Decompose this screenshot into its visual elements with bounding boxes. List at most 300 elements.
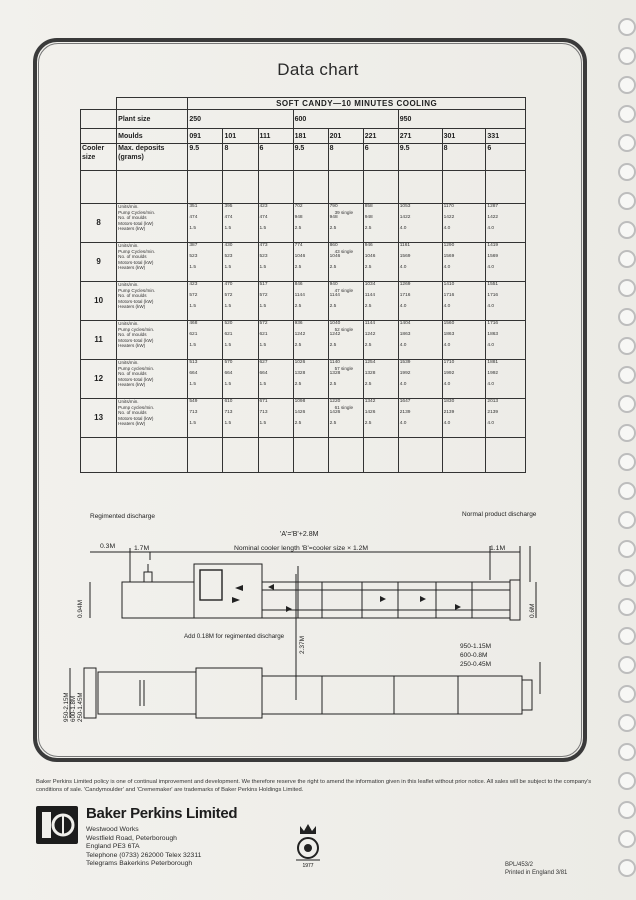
row-label: Units/min.	[118, 282, 139, 287]
cell-value: 387	[189, 243, 198, 248]
dim-left-b: 1.7M	[134, 545, 150, 552]
cell-value: 1716	[443, 293, 455, 299]
cell-value: 2.5	[294, 265, 302, 271]
end-row	[81, 438, 526, 473]
value-cell	[363, 243, 398, 282]
cell-value: 1098	[294, 399, 306, 404]
value-cell	[486, 243, 526, 282]
binder-ring-icon	[618, 685, 636, 703]
value-cell	[442, 321, 486, 360]
blank-cell	[363, 171, 398, 204]
binder-ring-icon	[618, 540, 636, 558]
value-cell	[486, 282, 526, 321]
cell-value: 1.5	[189, 343, 197, 349]
cell-value: 1419	[487, 243, 499, 248]
blank-cell	[328, 438, 363, 473]
value-cell	[293, 399, 328, 438]
cooler-size-label: Cooler size	[81, 144, 117, 171]
pump-cycles-value: 61 single	[334, 405, 354, 410]
value-cell	[258, 204, 293, 243]
cell-value: 2139	[443, 410, 455, 416]
value-cell	[293, 282, 328, 321]
cell-value: 702	[294, 204, 303, 209]
cell-value: 1046	[294, 254, 306, 260]
cell-value: 610	[224, 399, 233, 404]
cell-value: 473	[259, 243, 268, 248]
cell-value: 664	[189, 371, 198, 377]
cell-value: 1242	[364, 332, 376, 338]
cell-value: 940	[329, 282, 338, 287]
address-line: Westwood Works	[86, 826, 139, 833]
plant-size-950: 950	[398, 110, 525, 129]
row-labels	[117, 243, 188, 282]
binder-ring-icon	[618, 308, 636, 326]
value-cell	[328, 360, 363, 399]
cell-value: 1992	[399, 371, 411, 377]
table-main-header-row	[81, 98, 526, 110]
cell-value: 523	[189, 254, 198, 260]
cell-value: 572	[224, 293, 233, 299]
cell-value: 1.5	[189, 265, 197, 271]
cell-value: 1992	[443, 371, 455, 377]
page-title: Data chart	[277, 60, 359, 79]
cell-value: 1.5	[259, 421, 267, 427]
cooler-size-value: 11	[81, 321, 117, 360]
cell-value: 1046	[364, 254, 376, 260]
binder-ring-icon	[618, 250, 636, 268]
add-note: Add 0.18M for regimented discharge	[184, 633, 285, 640]
value-cell	[188, 360, 223, 399]
cell-value: 1287	[487, 204, 499, 209]
value-cell	[486, 399, 526, 438]
value-cell	[398, 204, 442, 243]
cell-value: 948	[364, 215, 373, 221]
cell-value: 1269	[399, 282, 411, 287]
blank-cell	[363, 438, 398, 473]
blank-cell	[81, 438, 117, 473]
mould-181: 181	[293, 129, 328, 144]
mould-271: 271	[398, 129, 442, 144]
cell-value: 858	[364, 204, 373, 209]
cell-value: 1328	[329, 371, 341, 377]
cell-value: 468	[189, 321, 198, 326]
depositor-box	[122, 582, 194, 618]
pump-cycles-value: 43 single	[334, 249, 354, 254]
cell-value: 4.0	[443, 421, 451, 427]
cell-value: 1422	[487, 215, 499, 221]
cell-value: 549	[189, 399, 198, 404]
cell-value: 1242	[329, 332, 341, 338]
right-width-950: 950-1.15M	[460, 643, 492, 650]
cell-value: 1863	[487, 332, 499, 338]
binder-ring-icon	[618, 424, 636, 442]
overall-length-label: 'A'='B'+2.8M	[280, 531, 319, 538]
cell-value: 1.5	[189, 226, 197, 232]
cell-value: 1144	[364, 293, 376, 299]
value-cell	[188, 243, 223, 282]
row-label: Motors-total (kW)	[118, 337, 154, 343]
cell-value: 1426	[364, 410, 376, 416]
cell-value: 423	[189, 282, 198, 287]
value-cell	[328, 321, 363, 360]
printed-info: Printed in England 3/81	[505, 869, 568, 876]
value-cell	[188, 282, 223, 321]
cell-value: 4.0	[443, 226, 451, 232]
row-label: Pump cycles/min.	[118, 404, 155, 410]
row-label: Motors-total (kW)	[118, 376, 154, 382]
cell-value: 1.5	[259, 304, 267, 310]
cell-value: 2.5	[294, 304, 302, 310]
cell-value: 627	[259, 360, 268, 365]
cooler-size-value: 9	[81, 243, 117, 282]
mould-091: 091	[188, 129, 223, 144]
plant-size-label: Plant size	[117, 110, 188, 129]
row-label: Heaters (kW)	[118, 304, 146, 310]
table-main-header: SOFT CANDY—10 MINUTES COOLING	[188, 98, 526, 110]
cell-value: 1830	[443, 399, 455, 404]
ref-number: BPL/453/2	[505, 862, 534, 868]
cell-value: 395	[224, 204, 233, 209]
max-deposit-value: 9.5	[398, 144, 442, 171]
cell-value: 2.5	[364, 265, 372, 271]
cell-value: 1410	[443, 282, 455, 287]
pump-cycles-value: 52 single	[334, 327, 354, 332]
cell-value: 1647	[399, 399, 411, 404]
cell-value: 1.5	[259, 343, 267, 349]
row-label: No. of moulds	[118, 371, 147, 377]
value-cell	[328, 204, 363, 243]
row-label: Heaters (kW)	[118, 265, 146, 271]
blank-cell	[442, 438, 486, 473]
value-cell	[398, 360, 442, 399]
cell-value: 1.5	[224, 382, 232, 388]
dim-height-left: 0.94M	[77, 599, 84, 618]
row-labels	[117, 321, 188, 360]
cell-value: 1881	[487, 360, 499, 365]
cell-value: 1.5	[224, 226, 232, 232]
cell-value: 1290	[443, 243, 455, 248]
cell-value: 1053	[399, 204, 411, 209]
dim-left-a: 0.3M	[100, 543, 116, 550]
value-cell	[328, 282, 363, 321]
table-row	[81, 360, 526, 399]
value-cell	[258, 360, 293, 399]
cooler-size-value: 13	[81, 399, 117, 438]
max-deposit-value: 8	[442, 144, 486, 171]
blank-cell	[81, 129, 117, 144]
pump-cycles-value: 57 single	[334, 366, 354, 371]
cell-value: 1569	[487, 254, 499, 260]
cell-value: 572	[259, 321, 268, 326]
cell-value: 2.5	[294, 421, 302, 427]
cell-value: 4.0	[487, 421, 495, 427]
cell-value: 4.0	[399, 343, 407, 349]
row-label: Units/min.	[118, 399, 139, 404]
value-cell	[442, 204, 486, 243]
max-deposit-value: 6	[363, 144, 398, 171]
row-label: No. of moulds	[118, 410, 147, 416]
cell-value: 474	[259, 215, 268, 221]
blank-cell	[486, 438, 526, 473]
table-row	[81, 204, 526, 243]
cell-value: 2.5	[294, 226, 302, 232]
cell-value: 790	[329, 204, 338, 209]
normal-discharge-label: Normal product discharge	[462, 511, 537, 518]
mould-101: 101	[223, 129, 258, 144]
blank-cell	[81, 171, 117, 204]
dim-height-right: 0.6M	[529, 603, 536, 618]
cell-value: 1426	[329, 410, 341, 416]
table-row	[81, 321, 526, 360]
dim-right: 1.1M	[490, 545, 506, 552]
cell-value: 1422	[443, 215, 455, 221]
max-deposits-label: Max. deposits (grams)	[117, 144, 188, 171]
spacer-row	[81, 171, 526, 204]
value-cell	[442, 360, 486, 399]
doc-reference	[505, 862, 567, 877]
blank-cell	[223, 438, 258, 473]
blank-cell	[398, 171, 442, 204]
moulds-label: Moulds	[117, 129, 188, 144]
cell-value: 1170	[443, 204, 454, 209]
moulds-row	[81, 129, 526, 144]
cell-value: 1710	[443, 360, 455, 365]
cell-value: 1992	[487, 371, 499, 377]
cell-value: 513	[189, 360, 198, 365]
blank-cell	[117, 438, 188, 473]
cell-value: 1140	[329, 360, 340, 365]
blank-cell	[117, 171, 188, 204]
cell-value: 846	[294, 282, 303, 287]
value-cell	[328, 243, 363, 282]
cell-value: 948	[294, 215, 303, 221]
cell-value: 621	[259, 332, 268, 338]
nominal-length-label: Nominal cooler length 'B'=cooler size × 1.2M	[234, 545, 369, 552]
deposits-row	[81, 144, 526, 171]
company-address	[86, 826, 201, 869]
value-cell	[442, 282, 486, 321]
cell-value: 1242	[294, 332, 306, 338]
cell-value: 4.0	[487, 382, 495, 388]
blank-cell	[293, 438, 328, 473]
company-logo	[36, 806, 78, 844]
cell-value: 1.5	[259, 382, 267, 388]
cell-value: 713	[224, 410, 233, 416]
row-label: No. of moulds	[118, 293, 147, 299]
value-cell	[363, 399, 398, 438]
cell-value: 936	[294, 321, 303, 326]
cell-value: 1046	[329, 254, 341, 260]
cell-value: 1.5	[189, 421, 197, 427]
cell-value: 1569	[399, 254, 411, 260]
cell-value: 2.5	[329, 226, 337, 232]
binder-ring-icon	[618, 366, 636, 384]
cell-value: 671	[259, 399, 268, 404]
row-label: Heaters (kW)	[118, 382, 146, 388]
cell-value: 572	[259, 293, 268, 299]
cell-value: 1404	[399, 321, 411, 326]
cell-value: 2.5	[329, 343, 337, 349]
cell-value: 860	[329, 243, 338, 248]
blank-cell	[117, 98, 188, 110]
max-deposit-value: 8	[223, 144, 258, 171]
cell-value: 2139	[487, 410, 499, 416]
cell-value: 423	[259, 204, 268, 209]
value-cell	[258, 321, 293, 360]
cell-value: 572	[189, 293, 198, 299]
row-label: No. of moulds	[118, 254, 147, 260]
value-cell	[363, 282, 398, 321]
row-label: Pump Cycles/min.	[118, 248, 156, 254]
cell-value: 1422	[399, 215, 411, 221]
value-cell	[258, 399, 293, 438]
row-labels	[117, 399, 188, 438]
binder-ring-icon	[618, 656, 636, 674]
binder-ring-icon	[618, 569, 636, 587]
row-label: Heaters (kW)	[118, 421, 146, 427]
row-label: Motors-total (kW)	[118, 415, 154, 421]
cell-value: 4.0	[443, 304, 451, 310]
value-cell	[442, 399, 486, 438]
cell-value: 664	[259, 371, 268, 377]
blank-cell	[486, 171, 526, 204]
row-label: Units/min.	[118, 243, 139, 248]
cell-value: 1220	[329, 399, 341, 404]
cell-value: 1716	[487, 321, 499, 326]
binder-ring-icon	[618, 279, 636, 297]
binder-ring-icon	[618, 772, 636, 790]
value-cell	[188, 399, 223, 438]
cell-value: 2.5	[364, 382, 372, 388]
value-cell	[293, 243, 328, 282]
cell-value: 1426	[294, 410, 306, 416]
value-cell	[363, 360, 398, 399]
cell-value: 1.5	[224, 343, 232, 349]
cell-value: 1863	[399, 332, 411, 338]
address-line: England PE3 6TA	[86, 843, 140, 851]
cell-value: 946	[364, 243, 373, 248]
company-name: Baker Perkins Limited	[86, 805, 238, 822]
cell-value: 1161	[399, 243, 411, 248]
row-label: Heaters (kW)	[118, 226, 146, 232]
cell-value: 1551	[487, 282, 499, 287]
cell-value: 1342	[364, 399, 376, 404]
value-cell	[486, 204, 526, 243]
cell-value: 713	[259, 410, 268, 416]
cell-value: 2013	[487, 399, 499, 404]
blank-cell	[81, 110, 117, 129]
cell-value: 2.5	[364, 304, 372, 310]
cell-value: 1863	[443, 332, 455, 338]
blank-cell	[442, 171, 486, 204]
cell-value: 621	[224, 332, 233, 338]
value-cell	[486, 321, 526, 360]
value-cell	[223, 204, 258, 243]
cell-value: 713	[189, 410, 198, 416]
cell-value: 470	[224, 282, 233, 287]
row-label: No. of moulds	[118, 332, 147, 338]
table-row	[81, 243, 526, 282]
cell-value: 2.5	[329, 265, 337, 271]
cell-value: 4.0	[399, 382, 407, 388]
blank-cell	[81, 98, 117, 110]
mould-111: 111	[258, 129, 293, 144]
cell-value: 2139	[399, 410, 411, 416]
right-width-600: 600-0.8M	[460, 652, 488, 659]
cell-value: 1328	[294, 371, 306, 377]
row-label: Pump Cycles/min.	[118, 209, 156, 215]
candymoulder-box	[194, 564, 262, 618]
max-deposit-value: 9.5	[293, 144, 328, 171]
row-label: Motors-total (kW)	[118, 259, 154, 265]
cell-value: 2.5	[329, 304, 337, 310]
cell-value: 4.0	[487, 226, 495, 232]
cell-value: 1026	[294, 360, 306, 365]
binder-ring-icon	[618, 453, 636, 471]
cell-value: 4.0	[443, 343, 451, 349]
value-cell	[188, 321, 223, 360]
cell-value: 1569	[443, 254, 455, 260]
table-row	[81, 399, 526, 438]
left-width-950: 950-2.15M	[63, 692, 70, 722]
cell-value: 2.5	[364, 421, 372, 427]
value-cell	[223, 360, 258, 399]
binder-ring-icon	[618, 221, 636, 239]
cell-value: 4.0	[443, 382, 451, 388]
value-cell	[258, 243, 293, 282]
pump-cycles-value: 47 single	[334, 288, 354, 293]
cell-value: 523	[224, 254, 233, 260]
cell-value: 4.0	[487, 265, 495, 271]
address-line: Telephone (0733) 262000 Telex 32311	[86, 851, 202, 859]
cell-value: 1144	[329, 293, 340, 299]
cell-value: 1.5	[224, 265, 232, 271]
cell-value: 1144	[294, 293, 305, 299]
value-cell	[398, 282, 442, 321]
cell-value: 1.5	[224, 421, 232, 427]
cell-value: 1.5	[224, 304, 232, 310]
cell-value: 948	[329, 215, 338, 221]
cell-value: 4.0	[399, 226, 407, 232]
binder-ring-icon	[618, 830, 636, 848]
blank-cell	[258, 438, 293, 473]
value-cell	[293, 360, 328, 399]
cell-value: 570	[224, 360, 233, 365]
value-cell	[223, 399, 258, 438]
cell-value: 1.5	[259, 226, 267, 232]
cell-value: 664	[224, 371, 233, 377]
right-width-250: 250-0.45M	[460, 661, 492, 668]
value-cell	[223, 321, 258, 360]
max-deposit-value: 8	[328, 144, 363, 171]
blank-cell	[293, 171, 328, 204]
cell-value: 2.5	[294, 343, 302, 349]
cell-value: 1.5	[189, 304, 197, 310]
value-cell	[258, 282, 293, 321]
max-deposit-value: 9.5	[188, 144, 223, 171]
row-label: Pump cycles/min.	[118, 365, 155, 371]
row-label: Units/min.	[118, 360, 139, 365]
cell-value: 4.0	[443, 265, 451, 271]
value-cell	[293, 321, 328, 360]
row-label: No. of moulds	[118, 215, 147, 221]
cell-value: 2.5	[329, 421, 337, 427]
row-label: Pump cycles/min.	[118, 326, 155, 332]
binder-ring-icon	[618, 801, 636, 819]
row-label: Pump Cycles/min.	[118, 287, 156, 293]
cell-value: 474	[189, 215, 198, 221]
row-label: Motors-total (kW)	[118, 220, 154, 226]
